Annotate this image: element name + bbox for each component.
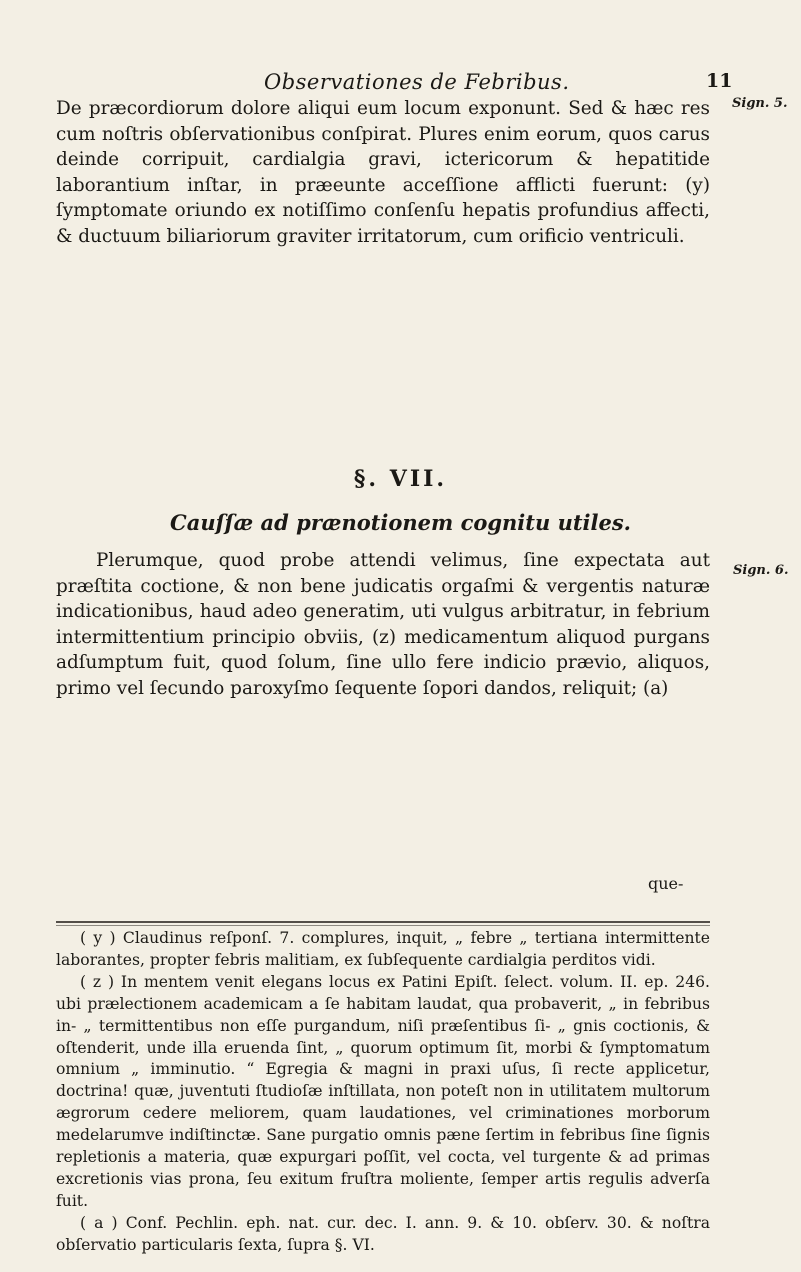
body-paragraph-1-block xyxy=(56,96,710,250)
footnote-a: ( a ) Conf. Pechlin. eph. nat. cur. dec. I. ann. 9. & 10. obſerv. 30. & noſtra obſervatio particularis ſexta, ſupra §. VI. xyxy=(56,1213,710,1254)
footnote-rule xyxy=(56,921,710,923)
margin-note-sign-5: Sign. 5. xyxy=(732,96,788,111)
body-paragraph-2: Plerumque, quod probe attendi velimus, ſine expectata aut præſtita coctione, & non bene judicatis orgaſmi & vergentis naturæ indicationibus, haud adeo generatim, uti vulgus arbitratur, in febrium intermittentium principio obviis, (z) medicamentum aliquod purgans adſumptum fuit, quod ſolum, ſine ullo fere indicio prævio, aliquos, primo vel ſecundo paroxyſmo ſequente ſopori dandos, reliquit; (a) xyxy=(56,550,710,699)
running-header: Observationes de Febribus. xyxy=(264,70,570,94)
section-number: §. VII. xyxy=(353,466,448,492)
page-number: 11 xyxy=(706,70,733,92)
section-title: Cauſſæ ad prænotionem cognitu utiles. xyxy=(170,510,631,535)
footnotes xyxy=(56,928,710,1257)
footnote-rule-thin xyxy=(56,925,710,926)
footnote-y: ( y ) Claudinus reſponſ. 7. complures, inquit, „ febre „ tertiana intermittente laborantes, propter febris malitiam, ex ſubſequente cardialgia perditos vidi. xyxy=(56,929,710,969)
body-paragraph-1: De præcordiorum dolore aliqui eum locum exponunt. Sed & hæc res cum noſtris obſervationibus conſpirat. Plures enim eorum, quos carus deinde corripuit, cardialgia gravi, ictericorum & hepatitide laborantium inſtar, in præeunte acceſſione afflicti fuerunt: (y) ſymptomate oriundo ex notiſſimo conſenſu hepatis profundius affecti, & ductuum biliariorum graviter irritatorum, cum orificio ventriculi. xyxy=(56,98,710,247)
catchword: que- xyxy=(648,874,684,893)
margin-note-sign-6: Sign. 6. xyxy=(733,563,789,578)
body-paragraph-2-block xyxy=(56,548,710,702)
footnote-z: ( z ) In mentem venit elegans locus ex Patini Epiſt. ſelect. volum. II. ep. 246. ubi prælectionem academicam a ſe habitam laudat, qua probaverit, „ in febribus in- „ termittentibus non eſſe purgandum, niſi præſentibus ſi- „ gnis coctionis, & oſtenderit, unde illa eruenda ſint, „ quorum optimum ſit, morbi & ſymptomatum omnium „ imminutio. “ Egregia & magni in praxi uſus, ſi recte applicetur, doctrina! quæ, juventuti ſtudioſæ inſtillata, non poteſt non in utilitatem multorum ægrorum cedere meliorem, quam laudationes, vel criminationes morborum medelarumve indiſtinctæ. Sane purgatio omnis pæne ſertim in febribus ſine ſignis repletionis a materia, quæ expurgari poſſit, vel cocta, vel turgente & ad primas excretionis vias prona, ſeu exitum fruſtra moliente, ſemper artis regulis adverſa fuit. xyxy=(56,972,710,1210)
